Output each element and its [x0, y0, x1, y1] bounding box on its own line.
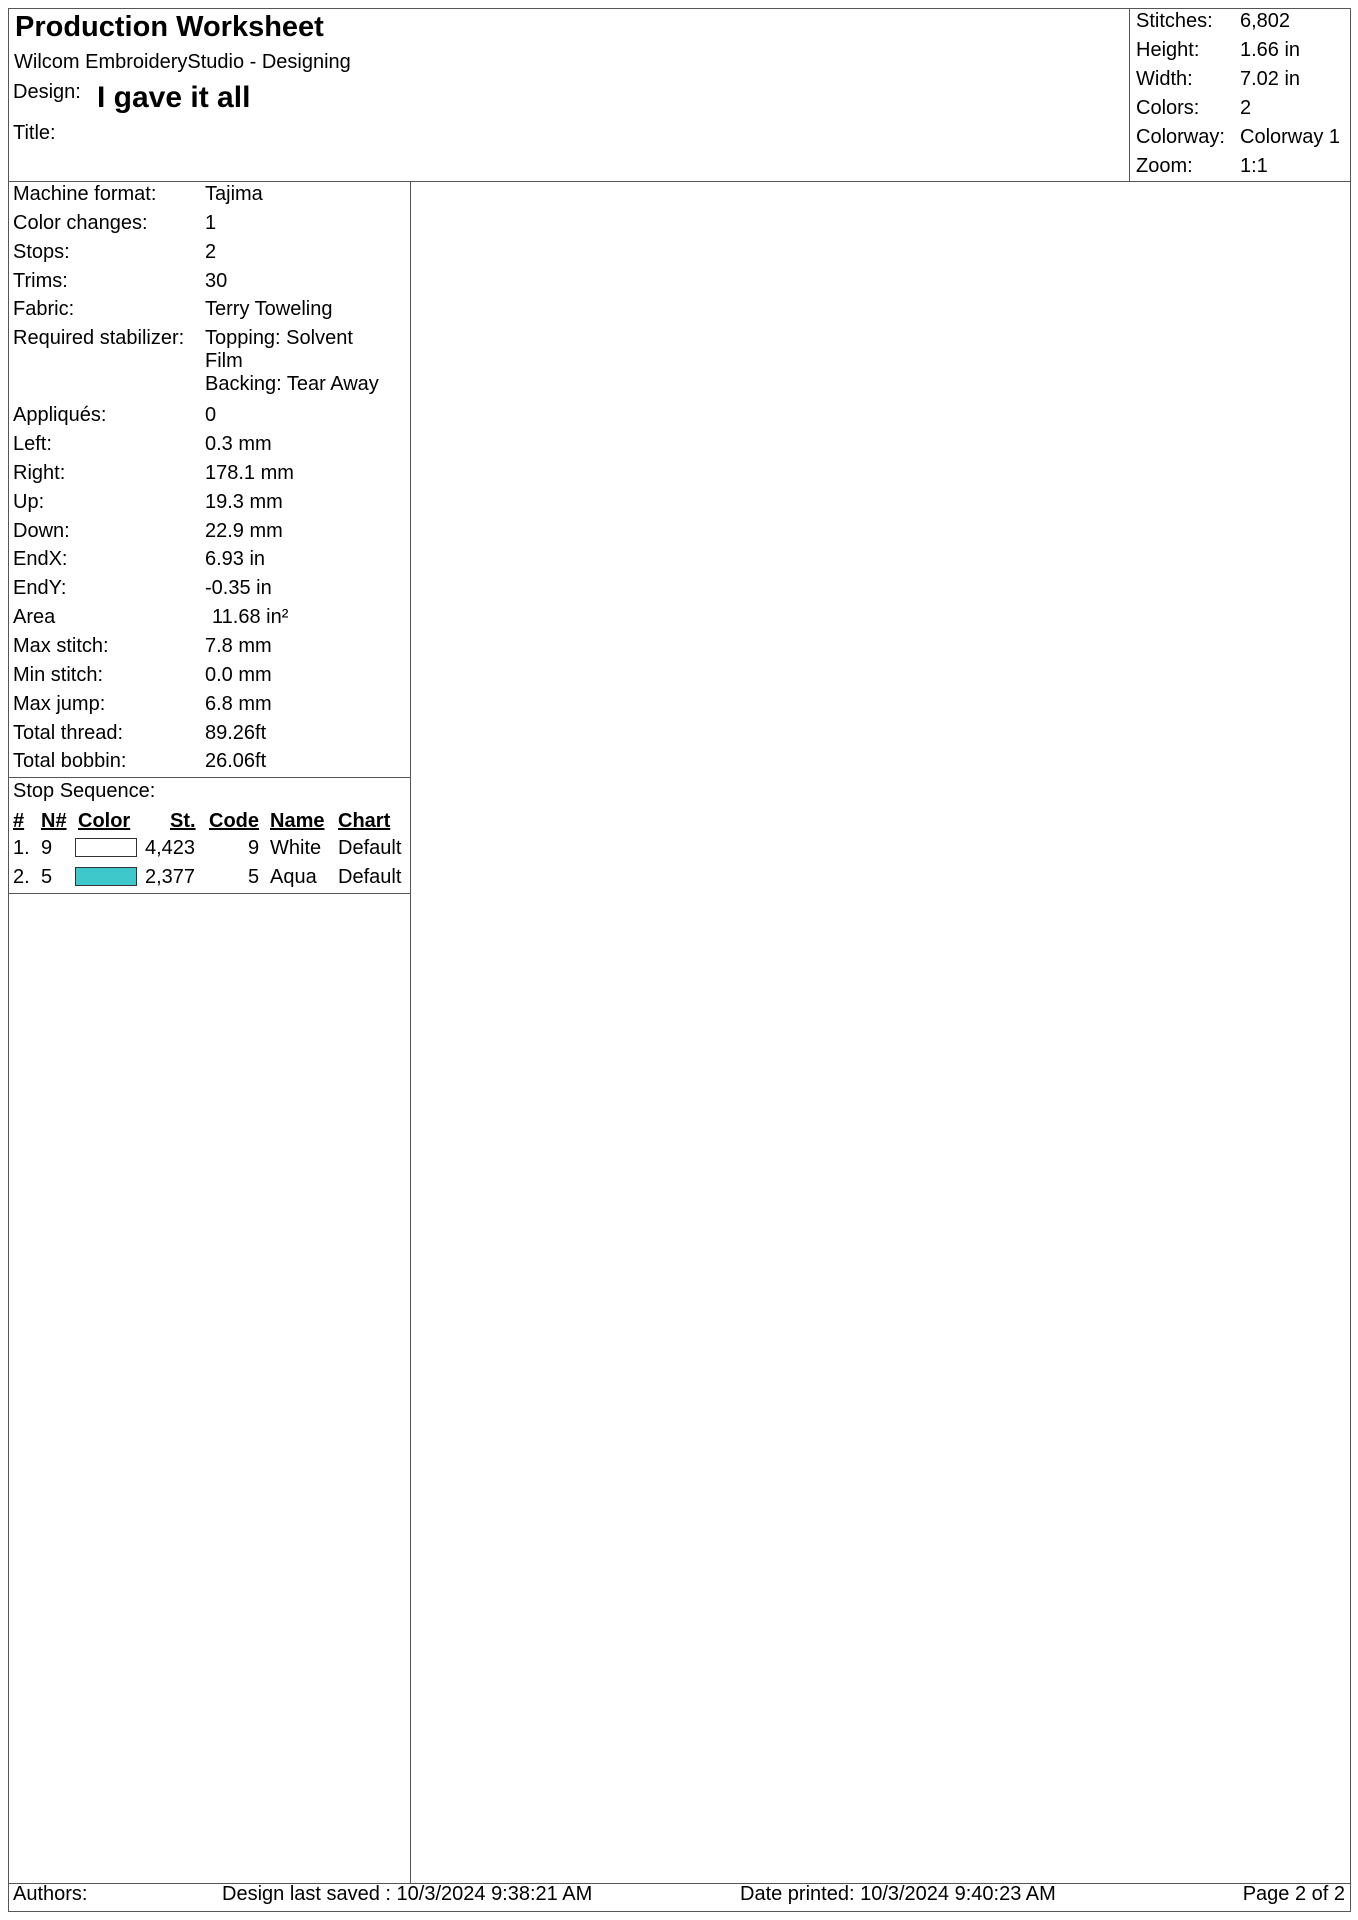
seq-row-1-n: 9: [41, 837, 53, 859]
info-value: 7.8 mm: [205, 635, 272, 657]
info-value: 26.06ft: [205, 750, 267, 772]
stat-label: Height:: [1136, 39, 1200, 61]
col-header-st: St.: [170, 810, 196, 832]
footer-page-number: Page 2 of 2: [1242, 1883, 1345, 1905]
info-value-line1: Topping: Solvent: [205, 327, 353, 349]
stat-value: 1.66 in: [1240, 39, 1301, 61]
stat-label: Colors:: [1136, 97, 1200, 119]
info-label: EndX:: [13, 548, 68, 570]
col-header-n: N#: [41, 810, 67, 832]
footer-top-rule: [8, 1883, 1351, 1884]
info-label: Max stitch:: [13, 635, 109, 657]
stat-label: Width:: [1136, 68, 1193, 90]
info-value: 1: [205, 212, 217, 234]
seq-row-2-n: 5: [41, 866, 53, 888]
col-header-code: Code: [209, 810, 259, 832]
info-label: Area: [13, 606, 56, 628]
header-divider: [1129, 8, 1130, 182]
footer-date-printed: Date printed: 10/3/2024 9:40:23 AM: [740, 1883, 1056, 1905]
info-value: 11.68 in²: [212, 606, 289, 628]
app-subtitle: Wilcom EmbroideryStudio - Designing: [14, 51, 351, 73]
footer-last-saved: Design last saved : 10/3/2024 9:38:21 AM: [222, 1883, 593, 1905]
info-value: 19.3 mm: [205, 491, 283, 513]
title-label: Title:: [13, 122, 56, 144]
info-value: 0: [205, 404, 217, 426]
info-value: 6.8 mm: [205, 693, 272, 715]
page-title: Production Worksheet: [15, 11, 324, 43]
info-bottom-rule: [8, 777, 410, 778]
info-value: -0.35 in: [205, 577, 272, 599]
seq-row-2-st: 2,377: [145, 866, 196, 888]
info-label: Fabric:: [13, 298, 75, 320]
seq-row-1-code: 9: [248, 837, 260, 859]
stat-value: Colorway 1: [1240, 126, 1341, 148]
info-value: 2: [205, 241, 217, 263]
seq-row-1-chart: Default: [338, 837, 402, 859]
col-header-num: #: [13, 810, 25, 832]
header-bottom-rule: [8, 181, 1351, 182]
info-label: Appliqués:: [13, 404, 107, 426]
stat-label: Colorway:: [1136, 126, 1225, 148]
info-label: Required stabilizer:: [13, 327, 185, 349]
info-value: 178.1 mm: [205, 462, 294, 484]
design-name: I gave it all: [97, 81, 251, 114]
info-label: Min stitch:: [13, 664, 104, 686]
info-label: Total bobbin:: [13, 750, 127, 772]
footer-authors: Authors:: [13, 1883, 88, 1905]
info-value: 22.9 mm: [205, 520, 283, 542]
info-value: 6.93 in: [205, 548, 266, 570]
color-swatch-white: [75, 838, 137, 857]
stat-value: 7.02 in: [1240, 68, 1301, 90]
info-label: Max jump:: [13, 693, 106, 715]
seq-row-2-num: 2.: [13, 866, 30, 888]
stat-label: Stitches:: [1136, 10, 1213, 32]
stat-value: 1:1: [1240, 155, 1268, 177]
stop-sequence-label: Stop Sequence:: [13, 780, 156, 802]
info-label: Stops:: [13, 241, 70, 263]
info-value: 89.26ft: [205, 722, 267, 744]
info-label: Color changes:: [13, 212, 148, 234]
color-swatch-aqua: [75, 867, 137, 886]
info-label: Total thread:: [13, 722, 124, 744]
seq-row-2-chart: Default: [338, 866, 402, 888]
stat-value: 6,802: [1240, 10, 1291, 32]
info-value-line2: Film: [205, 350, 243, 372]
info-label: Left:: [13, 433, 52, 455]
info-value: 30: [205, 270, 228, 292]
col-header-color: Color: [78, 810, 131, 832]
info-value: 0.0 mm: [205, 664, 272, 686]
design-label: Design:: [13, 81, 81, 103]
col-header-name: Name: [270, 810, 325, 832]
seq-row-1-name: White: [270, 837, 322, 859]
design-preview-area: [412, 183, 1350, 1882]
seq-row-2-name: Aqua: [270, 866, 317, 888]
info-label: Up:: [13, 491, 45, 513]
left-panel-divider: [410, 181, 411, 1883]
info-value-line3: Backing: Tear Away: [205, 373, 379, 395]
info-value: Terry Toweling: [205, 298, 333, 320]
info-label: Trims:: [13, 270, 68, 292]
seq-row-1-st: 4,423: [145, 837, 196, 859]
info-label: Down:: [13, 520, 70, 542]
info-value: 0.3 mm: [205, 433, 272, 455]
info-value: Tajima: [205, 183, 263, 205]
col-header-chart: Chart: [338, 810, 391, 832]
seq-row-2-code: 5: [248, 866, 260, 888]
sequence-bottom-rule: [8, 893, 410, 894]
stat-value: 2: [1240, 97, 1252, 119]
info-label: EndY:: [13, 577, 67, 599]
seq-row-1-num: 1.: [13, 837, 30, 859]
stat-label: Zoom:: [1136, 155, 1193, 177]
info-label: Machine format:: [13, 183, 157, 205]
info-label: Right:: [13, 462, 66, 484]
